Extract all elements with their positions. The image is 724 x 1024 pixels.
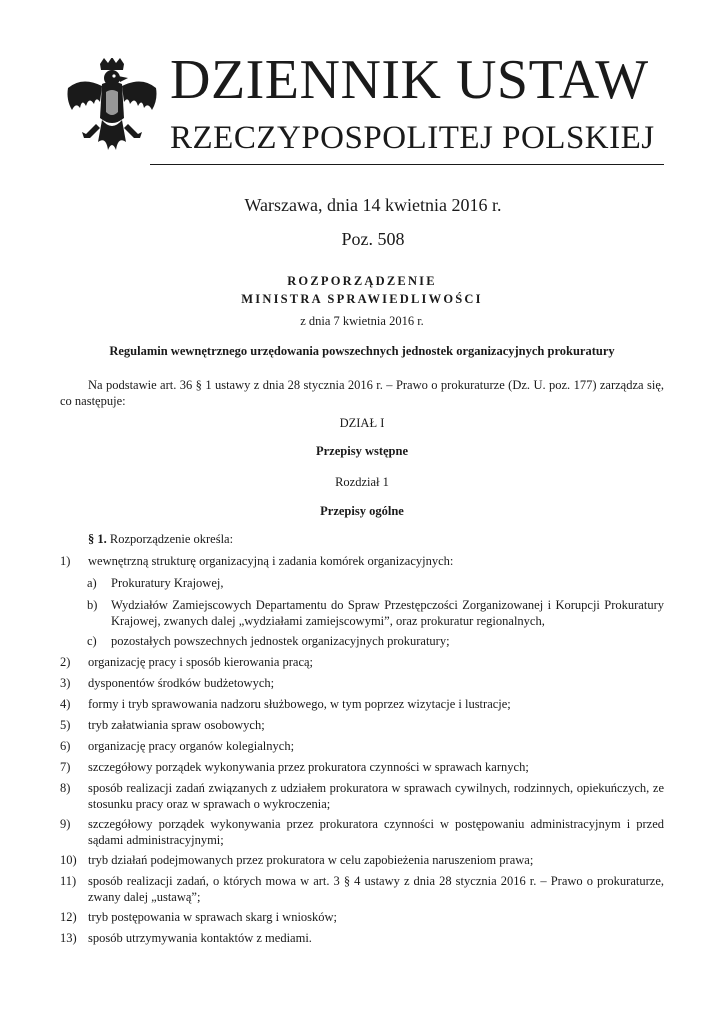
act-issuer: MINISTRA SPRAWIEDLIWOŚCI — [241, 292, 483, 306]
list-number: 8) — [60, 781, 71, 795]
list-item — [60, 675, 664, 691]
list-number: 9) — [60, 817, 71, 831]
list-item — [60, 909, 664, 925]
list-item — [60, 696, 664, 712]
list-item — [60, 873, 664, 905]
list-item — [60, 930, 664, 946]
list-item — [60, 816, 664, 848]
list-number: 10) — [60, 853, 77, 867]
list-number: 2) — [60, 655, 71, 669]
division-name: Przepisy wstępne — [316, 444, 408, 458]
section-mark: § 1. — [88, 532, 107, 546]
sub-letter: c) — [87, 634, 97, 648]
list-item — [60, 717, 664, 733]
sub-text: pozostałych powszechnych jednostek organizacyjnych prokuratury; — [111, 634, 450, 648]
list-text: sposób utrzymywania kontaktów z mediami. — [88, 931, 312, 945]
publication-date: Warszawa, dnia 14 kwietnia 2016 r. — [244, 195, 502, 215]
header-rule — [150, 164, 664, 165]
sub-text: Prokuratury Krajowej, — [111, 576, 224, 590]
list-text: wewnętrzną strukturę organizacyjną i zadania komórek organizacyjnych: — [88, 554, 454, 568]
list-text: sposób realizacji zadań, o których mowa w art. 3 § 4 ustawy z dnia 28 stycznia 2016 r. – Prawo o prokuraturze, zwany dalej „ustawą”; — [88, 874, 664, 904]
sub-item — [87, 633, 664, 649]
sub-letter: b) — [87, 598, 98, 612]
division-label: DZIAŁ I — [339, 416, 385, 430]
list-text: tryb działań podejmowanych przez prokuratora w celu zapobieżenia naruszeniom prawa; — [88, 853, 534, 867]
preamble: Na podstawie art. 36 § 1 ustawy z dnia 28 stycznia 2016 r. – Prawo o prokuraturze (Dz. U. poz. 177) zarządza się, co następuje: — [60, 378, 664, 408]
journal-subtitle: RZECZYPOSPOLITEJ POLSKIEJ — [170, 120, 655, 156]
list-number: 4) — [60, 697, 71, 711]
sub-text: Wydziałów Zamiejscowych Departamentu do Spraw Przestępczości Zorganizowanej i Korupcji Prokuratury Krajowej, zwanych dalej „wydziałami zamiejscowymi”, oraz prokuratur regionalnych, — [111, 598, 664, 628]
list-number: 1) — [60, 554, 71, 568]
list-text: szczegółowy porządek wykonywania przez prokuratora czynności w postępowaniu administracyjnym i przed sądami administracyjnymi; — [88, 817, 664, 847]
list-text: organizację pracy organów kolegialnych; — [88, 739, 295, 753]
list-item — [60, 759, 664, 775]
list-item — [60, 553, 664, 569]
list-number: 11) — [60, 874, 77, 888]
chapter-name: Przepisy ogólne — [320, 504, 404, 518]
list-item — [60, 780, 664, 812]
section-intro-text: Rozporządzenie określa: — [109, 532, 234, 546]
polish-eagle-emblem — [62, 58, 162, 168]
journal-title: DZIENNIK USTAW — [170, 49, 649, 111]
list-number: 5) — [60, 718, 71, 732]
list-number: 3) — [60, 676, 71, 690]
sub-item — [87, 575, 664, 591]
list-item — [60, 738, 664, 754]
list-text: sposób realizacji zadań związanych z udziałem prokuratora w sprawach cywilnych, rodzinnych, opiekuńczych, ze stosunku pracy oraz w sprawach o wykroczenia; — [88, 781, 664, 811]
list-text: formy i tryb sprawowania nadzoru służbowego, w tym poprzez wizytacje i lustracje; — [88, 697, 511, 711]
list-number: 12) — [60, 910, 77, 924]
list-item — [60, 654, 664, 670]
list-text: dysponentów środków budżetowych; — [88, 676, 275, 690]
list-number: 7) — [60, 760, 71, 774]
list-number: 6) — [60, 739, 71, 753]
list-number: 13) — [60, 931, 77, 945]
sub-item — [87, 597, 664, 629]
list-text: szczegółowy porządek wykonywania przez prokuratora czynności w sprawach karnych; — [88, 760, 529, 774]
list-text: tryb postępowania w sprawach skarg i wniosków; — [88, 910, 338, 924]
section-1-intro — [60, 531, 664, 547]
act-type: ROZPORZĄDZENIE — [287, 274, 437, 288]
act-title: Regulamin wewnętrznego urzędowania powszechnych jednostek organizacyjnych prokuratury — [109, 344, 615, 358]
act-date: z dnia 7 kwietnia 2016 r. — [300, 314, 424, 328]
list-text: organizację pracy i sposób kierowania pracą; — [88, 655, 314, 669]
list-item — [60, 852, 664, 868]
sub-letter: a) — [87, 576, 97, 590]
chapter-label: Rozdział 1 — [335, 475, 389, 489]
list-text: tryb załatwiania spraw osobowych; — [88, 718, 265, 732]
position-number: Poz. 508 — [341, 229, 405, 249]
